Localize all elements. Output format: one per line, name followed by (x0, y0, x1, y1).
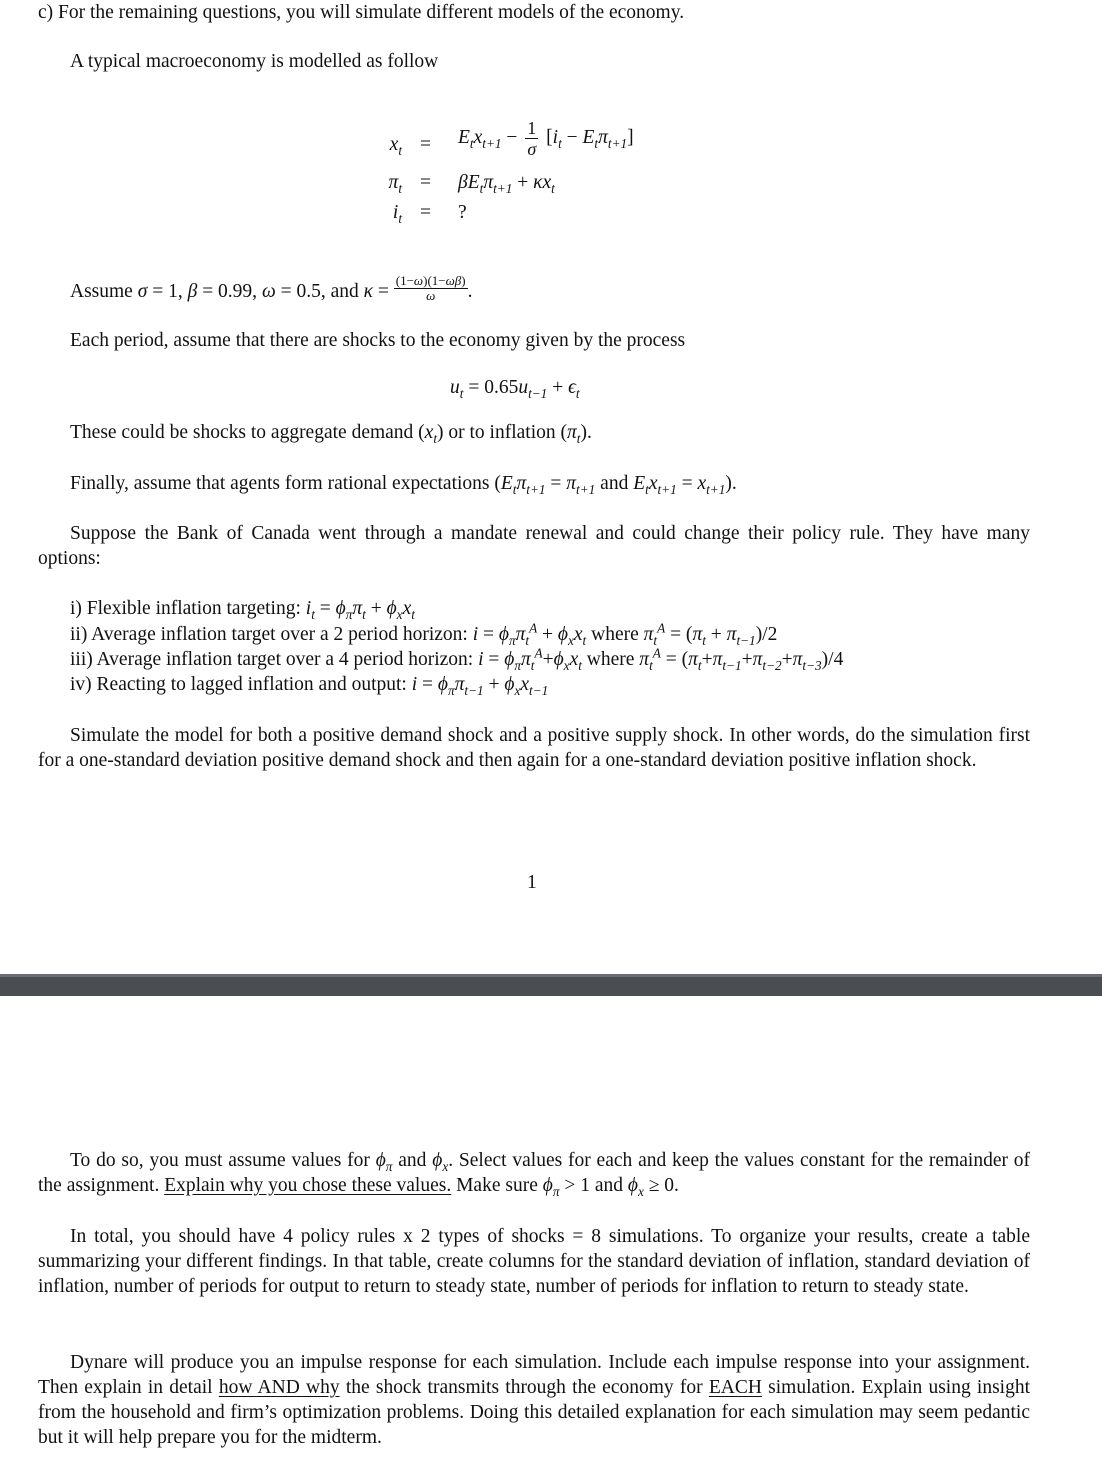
shock-types-prefix: These could be shocks to aggregate demand ( (70, 422, 425, 443)
expectations-suffix: ). (725, 473, 737, 494)
dynare-underlined-1: how AND why (218, 1377, 340, 1398)
rational-expectations: Finally, assume that agents form rational expectations ($E_t\pi_{t+1} = \pi_{t+1}$ and $E_tx_{t+1} = x_{t+1}$). (70, 473, 737, 497)
shock-process-equation: $u_t = 0.65u_{t-1} + \epsilon_t$ (450, 377, 580, 401)
policy-option-1-label: i) Flexible inflation targeting: (70, 598, 301, 619)
policy-intro: Suppose the Bank of Canada went through a mandate renewal and could change their policy rule. They have many options: (38, 523, 1030, 569)
model-intro: A typical macroeconomy is modelled as follow (70, 51, 439, 72)
where-label: where (591, 624, 639, 645)
policy-option-2-label: ii) Average inflation target over a 2 period horizon: (70, 624, 468, 645)
and-label: and (330, 280, 359, 302)
equation-policy-rule: $i_t$ = ? (392, 202, 467, 226)
policy-option-4-label: iv) Reacting to lagged inflation and output: (70, 674, 407, 695)
where-label: where (586, 649, 635, 670)
assume-label: Assume (70, 280, 133, 302)
values-underlined: Explain why you chose these values. (164, 1175, 452, 1196)
shock-types-mid: ) or to inflation ( (437, 422, 567, 443)
shock-intro: Each period, assume that there are shocks to the economy given by the process (70, 330, 686, 351)
expectations-and: and (600, 473, 629, 494)
dynare-part-2: the shock transmits through the economy for (345, 1377, 703, 1398)
dynare-underlined-2: EACH (708, 1377, 762, 1398)
part-c-heading: c) For the remaining questions, you will simulate different models of the economy. (38, 2, 685, 23)
parameter-choice-instructions: To do so, you must assume values for $\phi_\pi$ and $\phi_x$. Select values for each and keep the values constant for the remainder of the assignment. Explain why you chose these values. Make sure $\phi_\pi > 1$ and $\phi_x \ge 0$. (38, 1150, 1031, 1199)
values-mid: . Select values for each and keep the values constant for the remainder of the assignment. (38, 1150, 1031, 1196)
values-and-2: and (594, 1175, 623, 1196)
policy-option-3-label: iii) Average inflation target over a 4 period horizon: (70, 649, 474, 670)
policy-option-1: i) Flexible inflation targeting: $i_t = \phi_\pi\pi_t + \phi_xx_t$ (70, 598, 415, 622)
policy-option-3: iii) Average inflation target over a 4 period horizon: $i = \phi_\pi\pi_t^A+\phi_xx_t$ where $\pi_t^A = (\pi_t+\pi_{t-1}+\pi_{t-2}+\pi_{t-3})/4$ (70, 645, 844, 673)
policy-option-2: ii) Average inflation target over a 2 period horizon: $i = \phi_\pi\pi_t^A + \phi_xx_t$ where $\pi_t^A = (\pi_t + \pi_{t-1})/2$ (70, 620, 778, 648)
policy-option-4: iv) Reacting to lagged inflation and output: $i = \phi_\pi\pi_{t-1} + \phi_xx_{t-1}$ (70, 674, 549, 698)
policy-rule-unknown: ? (458, 202, 467, 223)
dynare-part-1: Dynare will produce you an impulse response for each simulation. Include each impulse response into your assignment. Then explain in detail (38, 1352, 1030, 1398)
parameter-assumptions: Assume σ = 1, β = 0.99, ω = 0.5, and κ = $\frac{(1-\omega)(1-\omega\beta)}{\omega}$ . (70, 273, 473, 303)
expectations-prefix: Finally, assume that agents form rational expectations ( (70, 473, 501, 494)
total-simulations-instructions: In total, you should have 4 policy rules x 2 types of shocks = 8 simulations. To organize your results, create a table summarizing your different findings. In that table, create columns for the standard deviation of inflation, standard deviation of inflation, number of periods for output to return to steady state, number of periods for inflation to return to steady state. (38, 1226, 1030, 1297)
values-and: and (398, 1150, 427, 1171)
page-number: 1 (527, 872, 537, 893)
shock-types-suffix: ). (580, 422, 592, 443)
shock-types: These could be shocks to aggregate demand $(x_t)$ or to inflation $(\pi_t)$. (70, 422, 592, 446)
values-prefix: To do so, you must assume values for (70, 1150, 370, 1171)
equation-is-curve: $x_t$ = $E_tx_{t+1}$ − $\frac{1}{\sigma}$ $[i_t - E_t\pi_{t+1}]$ (389, 118, 634, 159)
dynare-instructions (38, 1350, 1030, 1450)
page-divider (0, 974, 1102, 996)
values-make-sure: Make sure (456, 1175, 538, 1196)
dynare-part-3: simulation. Explain using insight from the household and firm’s optimization problems. Doing this detailed explanation for each simulation may seem pedantic but it will help prepare you for the midterm. (38, 1377, 1031, 1448)
ar-coefficient: 0.65 (484, 377, 519, 398)
simulate-instructions: Simulate the model for both a positive demand shock and a positive supply shock. In other words, do the simulation first for a one-standard deviation positive demand shock and then again for a one-standard deviation positive inflation shock. (38, 725, 1030, 771)
equation-phillips-curve: $\pi_t$ = $\beta E_t\pi_{t+1} + \kappa x_t$ (388, 172, 555, 196)
